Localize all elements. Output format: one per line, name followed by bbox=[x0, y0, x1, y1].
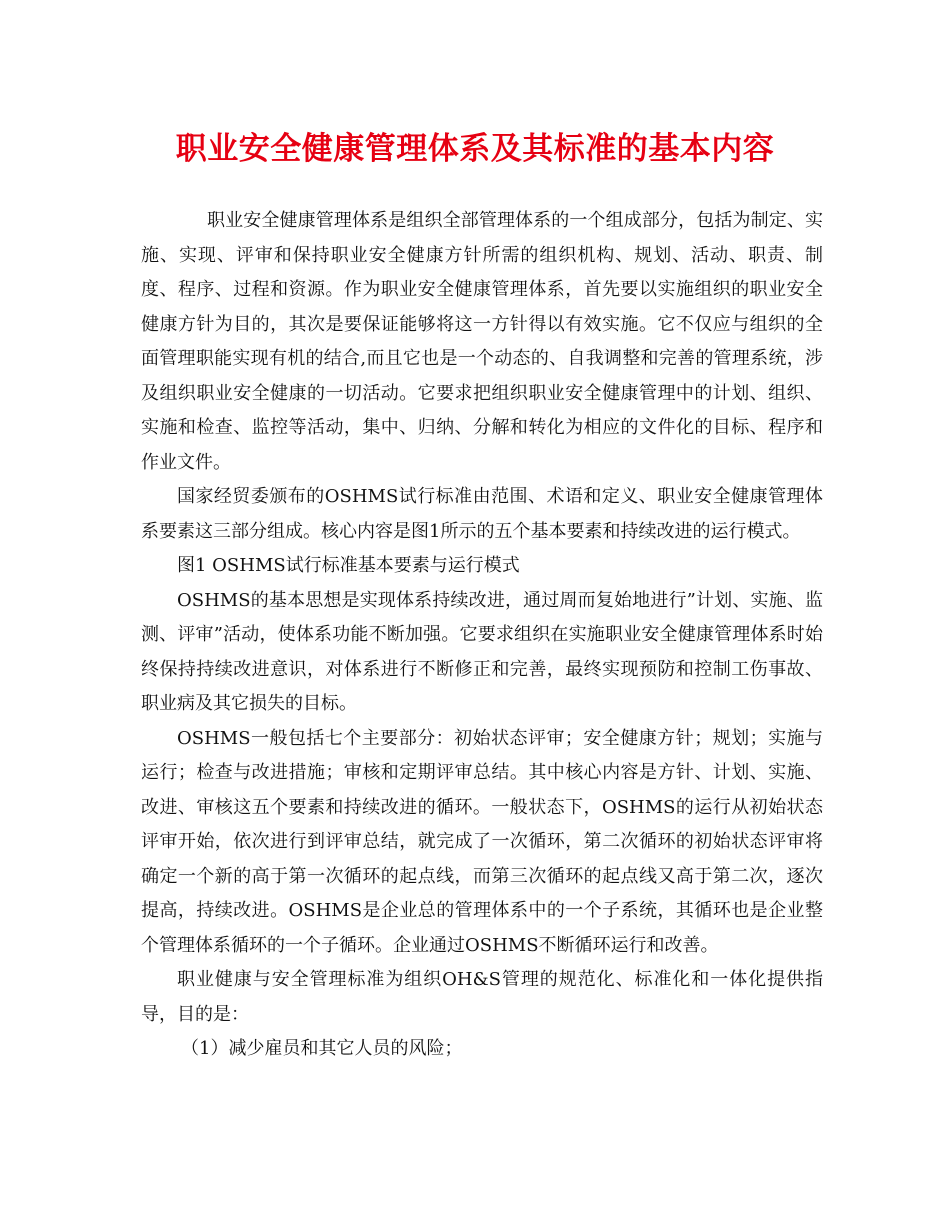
paragraph-purpose: 职业健康与安全管理标准为组织OH&S管理的规范化、标准化和一体化提供指导，目的是： bbox=[141, 969, 823, 1025]
figure-caption: 图1 OSHMS试行标准基本要素与运行模式 bbox=[177, 555, 520, 576]
paragraph-basic-idea: OSHMS的基本思想是实现体系持续改进，通过周而复始地进行”计划、实施、监测、评审”活动，使体系功能不断加强。它要求组织在实施职业安全健康管理体系时始终保持持续改进意识，对体系进行不断修正和完善，最终实现预防和控制工伤事故、职业病及其它损失的目标。 bbox=[141, 589, 823, 714]
document-body bbox=[141, 204, 823, 1067]
paragraph-standard-composition: 国家经贸委颁布的OSHMS试行标准由范围、术语和定义、职业安全健康管理体系要素这三部分组成。核心内容是图1所示的五个基本要素和持续改进的运行模式。 bbox=[141, 486, 823, 542]
paragraph-seven-parts: OSHMS一般包括七个主要部分：初始状态评审；安全健康方针；规划；实施与运行；检查与改进措施；审核和定期评审总结。其中核心内容是方针、计划、实施、改进、审核这五个要素和持续改进的循环。一般状态下，OSHMS的运行从初始状态评审开始，依次进行到评审总结，就完成了一次循环，第二次循环的初始状态评审将确定一个新的高于第一次循环的起点线，而第三次循环的起点线又高于第二次，逐次提高，持续改进。OSHMS是企业总的管理体系中的一个子系统，其循环也是企业整个管理体系循环的一个子循环。企业通过OSHMS不断循环运行和改善。 bbox=[141, 727, 823, 956]
paragraph-intro: 职业安全健康管理体系是组织全部管理体系的一个组成部分，包括为制定、实施、实现、评审和保持职业安全健康方针所需的组织机构、规划、活动、职责、制度、程序、过程和资源。作为职业安全健康管理体系，首先要以实施组织的职业安全健康方针为目的，其次是要保证能够将这一方针得以有效实施。它不仅应与组织的全面管理职能实现有机的结合,而且它也是一个动态的、自我调整和完善的管理系统，涉及组织职业安全健康的一切活动。它要求把组织职业安全健康管理中的计划、组织、实施和检查、监控等活动，集中、归纳、分解和转化为相应的文件化的目标、程序和作业文件。 bbox=[141, 210, 823, 473]
document-title: 职业安全健康管理体系及其标准的基本内容 bbox=[175, 131, 775, 167]
list-item: （1）减少雇员和其它人员的风险； bbox=[181, 1038, 463, 1059]
